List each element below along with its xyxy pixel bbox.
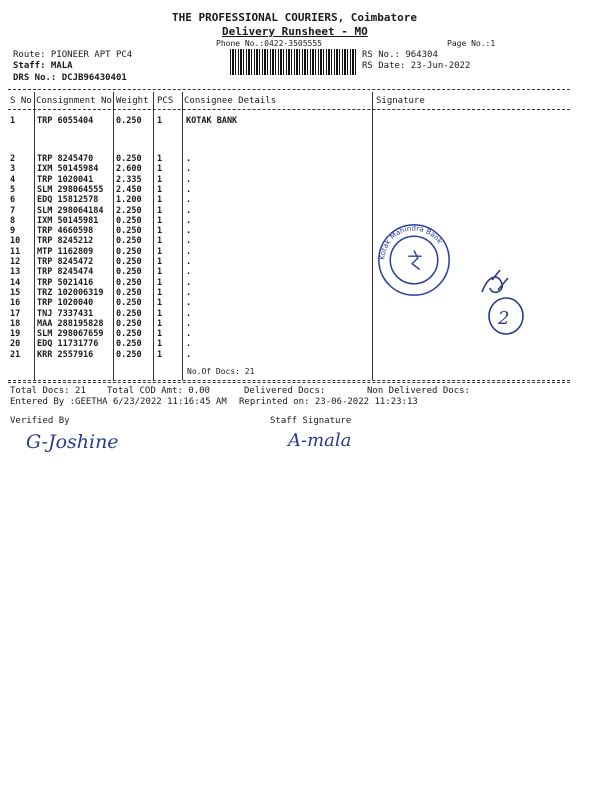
page-number: Page No.:1 xyxy=(447,39,496,48)
table-row xyxy=(0,236,600,246)
row-pcs: 1 xyxy=(157,257,163,267)
row-pcs: 1 xyxy=(157,215,163,226)
row-consignee: . xyxy=(186,339,192,350)
row-pcs: 1 xyxy=(157,339,163,350)
row-sno: 5 xyxy=(10,184,16,195)
row-consignment: TRP 5021416 xyxy=(37,277,94,288)
row-sno: 13 xyxy=(10,267,21,278)
row-sno: 7 xyxy=(10,205,16,216)
col-header-weight: Weight xyxy=(116,96,149,106)
row-pcs: 1 xyxy=(157,184,163,195)
stamp-text: Kotak Mahindra Bank xyxy=(377,223,445,261)
col-header-consignee: Consignee Details xyxy=(184,96,277,106)
row-consignee: . xyxy=(186,329,192,340)
row-sno: 11 xyxy=(10,246,21,257)
row-weight: 0.250 xyxy=(116,277,142,288)
row-weight: 0.250 xyxy=(116,116,142,126)
verified-signature xyxy=(24,424,164,458)
no-of-docs: No.Of Docs: 21 xyxy=(187,367,255,376)
row-weight: 1.200 xyxy=(116,195,142,206)
row-weight: 2.600 xyxy=(116,164,142,175)
col-header-sno: S No xyxy=(10,96,32,106)
row-consignment: KRR 2557916 xyxy=(37,349,94,360)
header-bottom-rule xyxy=(8,109,570,110)
table-row xyxy=(0,247,600,257)
table-row xyxy=(0,339,600,349)
row-consignment: TRP 8245470 xyxy=(37,154,94,164)
row-consignee: . xyxy=(186,349,192,360)
total-cod-amount: Total COD Amt: 0.00 xyxy=(107,386,210,396)
bank-stamp xyxy=(376,222,452,298)
row-pcs: 1 xyxy=(157,154,163,164)
staff-signature xyxy=(286,424,376,454)
table-row xyxy=(0,206,600,216)
row-sno: 10 xyxy=(10,236,21,247)
svg-text:2: 2 xyxy=(498,308,510,329)
row-consignee: . xyxy=(186,195,192,206)
row-weight: 0.250 xyxy=(116,349,142,360)
row-weight: 0.250 xyxy=(116,215,142,226)
table-bottom-rule xyxy=(8,380,570,381)
rs-number: RS No.: 964304 xyxy=(362,50,438,60)
row-consignment: TRP 8245472 xyxy=(37,257,94,267)
staff-signature-label: Staff Signature xyxy=(270,416,352,426)
row-pcs: 1 xyxy=(157,236,163,247)
non-delivered-docs: Non Delivered Docs: xyxy=(367,386,470,396)
table-top-rule xyxy=(8,89,570,90)
row-weight: 0.250 xyxy=(116,226,142,237)
row-pcs: 1 xyxy=(157,277,163,288)
row-consignment: MAA 288195828 xyxy=(37,318,104,329)
row-consignment: MTP 1162809 xyxy=(37,246,94,257)
row-pcs: 1 xyxy=(157,308,163,319)
table-row xyxy=(0,116,600,126)
document-title: Delivery Runsheet - MO xyxy=(222,25,368,38)
row-consignee: . xyxy=(186,277,192,288)
row-consignment: SLM 298064184 xyxy=(37,205,104,216)
row-consignment: TRP 1020040 xyxy=(37,298,94,309)
row-consignee: . xyxy=(186,298,192,309)
row-weight: 0.250 xyxy=(116,154,142,164)
table-row xyxy=(0,185,600,195)
row-consignment: TRP 8245212 xyxy=(37,236,94,247)
table-row xyxy=(0,154,600,164)
route: Route: PIONEER APT PC4 xyxy=(13,50,133,60)
col-header-consignment: Consignment No xyxy=(36,96,112,106)
drs-number: DRS No.: DCJB96430401 xyxy=(13,73,127,83)
row-pcs: 1 xyxy=(157,298,163,309)
row-sno: 16 xyxy=(10,298,21,309)
row-consignee: KOTAK BANK xyxy=(186,116,238,126)
row-consignment: SLM 298067659 xyxy=(37,329,104,340)
row-consignee: . xyxy=(186,164,192,175)
row-pcs: 1 xyxy=(157,287,163,298)
row-weight: 2.335 xyxy=(116,174,142,185)
row-consignee: . xyxy=(186,246,192,257)
entered-by: Entered By :GEETHA 6/23/2022 11:16:45 AM xyxy=(10,397,227,407)
row-sno: 9 xyxy=(10,226,16,237)
row-weight: 2.450 xyxy=(116,184,142,195)
row-consignment: TRP 4660598 xyxy=(37,226,94,237)
table-row xyxy=(0,216,600,226)
row-consignment: EDQ 11731776 xyxy=(37,339,99,350)
staff: Staff: MALA xyxy=(13,61,73,71)
rs-date: RS Date: 23-Jun-2022 xyxy=(362,61,471,71)
row-consignee: . xyxy=(186,215,192,226)
row-pcs: 1 xyxy=(157,267,163,278)
row-sno: 14 xyxy=(10,277,21,288)
table-row xyxy=(0,226,600,236)
row-sno: 1 xyxy=(10,116,16,126)
row-weight: 2.250 xyxy=(116,205,142,216)
row-sno: 21 xyxy=(10,349,21,360)
row-sno: 6 xyxy=(10,195,16,206)
row-pcs: 1 xyxy=(157,246,163,257)
row-consignment: SLM 298064555 xyxy=(37,184,104,195)
row-pcs: 1 xyxy=(157,329,163,340)
row-consignee: . xyxy=(186,318,192,329)
row-pcs: 1 xyxy=(157,349,163,360)
row-weight: 0.250 xyxy=(116,298,142,309)
row-pcs: 1 xyxy=(157,174,163,185)
row-weight: 0.250 xyxy=(116,246,142,257)
col-header-pcs: PCS xyxy=(157,96,174,106)
row-pcs: 1 xyxy=(157,116,163,126)
table-row xyxy=(0,175,600,185)
row-consignment: TRP 1020041 xyxy=(37,174,94,185)
row-sno: 2 xyxy=(10,154,16,164)
barcode xyxy=(230,49,358,75)
row-weight: 0.250 xyxy=(116,257,142,267)
col-header-signature: Signature xyxy=(376,96,425,106)
table-row xyxy=(0,350,600,360)
row-consignment: TRZ 102006319 xyxy=(37,287,104,298)
row-sno: 20 xyxy=(10,339,21,350)
row-sno: 12 xyxy=(10,257,21,267)
row-consignee: . xyxy=(186,267,192,278)
row-pcs: 1 xyxy=(157,226,163,237)
row-weight: 0.250 xyxy=(116,339,142,350)
table-row xyxy=(0,195,600,205)
row-pcs: 1 xyxy=(157,164,163,175)
phone-number: Phone No.:0422-3505555 xyxy=(216,39,322,48)
row-sno: 15 xyxy=(10,287,21,298)
staff-signature-text: A-mala xyxy=(288,430,352,451)
row-weight: 0.250 xyxy=(116,236,142,247)
verified-signature-text: G-Joshine xyxy=(26,431,119,453)
row-consignee: . xyxy=(186,184,192,195)
svg-text:Kotak Mahindra Bank xyxy=(377,224,445,261)
row-consignment: TRP 8245474 xyxy=(37,267,94,278)
row-weight: 0.250 xyxy=(116,318,142,329)
row-consignee: . xyxy=(186,154,192,164)
row-sno: 8 xyxy=(10,215,16,226)
table-row xyxy=(0,164,600,174)
receiver-signature xyxy=(478,266,526,338)
company-name: THE PROFESSIONAL COURIERS, Coimbatore xyxy=(172,11,418,24)
row-weight: 0.250 xyxy=(116,287,142,298)
row-consignee: . xyxy=(186,205,192,216)
total-docs: Total Docs: 21 xyxy=(10,386,86,396)
row-pcs: 1 xyxy=(157,205,163,216)
row-consignee: . xyxy=(186,257,192,267)
row-consignment: IXM 50145984 xyxy=(37,164,99,175)
row-consignee: . xyxy=(186,174,192,185)
row-weight: 0.250 xyxy=(116,308,142,319)
row-consignment: IXM 50145981 xyxy=(37,215,99,226)
row-pcs: 1 xyxy=(157,318,163,329)
verified-by-label: Verified By xyxy=(10,416,70,426)
row-consignee: . xyxy=(186,287,192,298)
row-consignment: TRP 6055404 xyxy=(37,116,94,126)
row-pcs: 1 xyxy=(157,195,163,206)
row-consignment: TNJ 7337431 xyxy=(37,308,94,319)
row-consignee: . xyxy=(186,236,192,247)
reprinted-on: Reprinted on: 23-06-2022 11:23:13 xyxy=(239,397,418,407)
row-sno: 17 xyxy=(10,308,21,319)
row-sno: 4 xyxy=(10,174,16,185)
footer-top-rule xyxy=(8,382,570,383)
row-consignment: EDQ 15812578 xyxy=(37,195,99,206)
row-consignee: . xyxy=(186,226,192,237)
row-sno: 19 xyxy=(10,329,21,340)
row-sno: 3 xyxy=(10,164,16,175)
delivered-docs: Delivered Docs: xyxy=(244,386,326,396)
row-weight: 0.250 xyxy=(116,267,142,278)
row-consignee: . xyxy=(186,308,192,319)
row-weight: 0.250 xyxy=(116,329,142,340)
row-sno: 18 xyxy=(10,318,21,329)
